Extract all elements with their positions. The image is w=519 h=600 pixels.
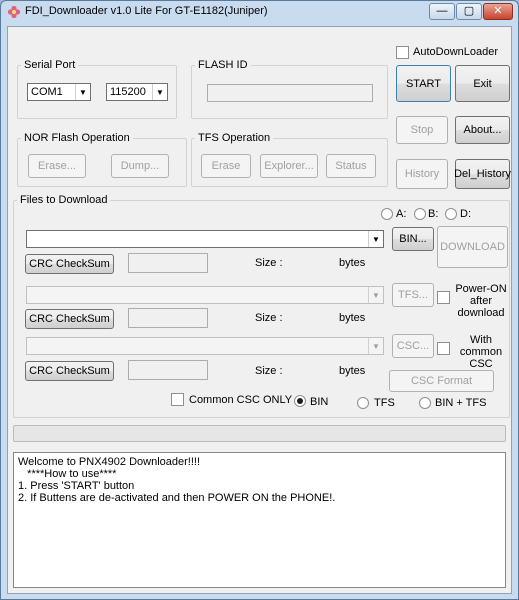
tfs-erase-button[interactable]: Erase <box>201 154 251 178</box>
mode-tfs-label: TFS <box>374 397 395 409</box>
log-line: Welcome to PNX4902 Downloader!!!! <box>18 456 200 468</box>
nor-dump-button[interactable]: Dump... <box>111 154 169 178</box>
chevron-down-icon[interactable]: ▼ <box>75 84 90 100</box>
dialog-client-area <box>7 26 512 594</box>
with-common-csc-checkbox[interactable] <box>437 342 450 355</box>
maximize-button[interactable]: ▢ <box>456 3 482 20</box>
mode-bin-label: BIN <box>310 396 329 408</box>
mode-bin-radio[interactable] <box>294 395 306 407</box>
auto-download-label: AutoDownLoader <box>413 46 499 58</box>
log-line: ****How to use**** <box>18 468 117 480</box>
csc-crc-checksum-button[interactable]: CRC CheckSum <box>25 361 114 381</box>
power-on-after-download-label: Power-ON after download <box>455 283 507 319</box>
tfs-crc-checksum-button[interactable]: CRC CheckSum <box>25 309 114 329</box>
flash-id-legend: FLASH ID <box>198 59 248 71</box>
chevron-down-icon[interactable]: ▼ <box>368 231 383 247</box>
minimize-button[interactable]: — <box>429 3 455 20</box>
baud-rate-value: 115200 <box>110 86 146 98</box>
auto-download-checkbox[interactable] <box>396 46 409 59</box>
chevron-down-icon[interactable]: ▼ <box>152 84 167 100</box>
bin-size-label: Size : <box>255 257 283 269</box>
log-line: 2. If Buttens are de-activated and then POWER ON the PHONE!. <box>18 492 336 504</box>
drive-a-label: A: <box>396 208 407 220</box>
log-line: 1. Press 'START' button <box>18 480 135 492</box>
bin-file-select[interactable] <box>26 230 384 248</box>
close-button[interactable]: ✕ <box>483 3 513 20</box>
csc-size-label: Size : <box>255 365 283 377</box>
bin-bytes-label: bytes <box>339 257 366 269</box>
tfs-crc-field <box>128 308 208 328</box>
flower-app-icon <box>7 5 21 19</box>
csc-bytes-label: bytes <box>339 365 366 377</box>
title-bar[interactable] <box>1 1 518 23</box>
mode-tfs-radio[interactable] <box>357 397 369 409</box>
stop-button[interactable]: Stop <box>396 116 448 144</box>
del-history-button[interactable]: Del_History <box>455 159 510 189</box>
serial-port-legend: Serial Port <box>24 59 76 71</box>
about-button[interactable]: About... <box>455 116 510 144</box>
power-on-after-download-checkbox[interactable] <box>437 291 450 304</box>
drive-b-radio[interactable] <box>414 208 426 220</box>
history-button[interactable]: History <box>396 159 448 189</box>
tfs-bytes-label: bytes <box>339 312 366 324</box>
csc-file-select[interactable] <box>26 337 384 355</box>
csc-crc-field <box>128 360 208 380</box>
nor-flash-legend: NOR Flash Operation <box>24 132 130 144</box>
bin-browse-button[interactable]: BIN... <box>392 227 434 251</box>
files-to-download-legend: Files to Download <box>20 194 108 206</box>
baud-rate-select[interactable] <box>106 83 168 101</box>
download-button[interactable]: DOWNLOAD <box>437 226 508 268</box>
mode-bin-tfs-radio[interactable] <box>419 397 431 409</box>
flash-id-field <box>207 84 373 102</box>
tfs-browse-button[interactable]: TFS... <box>392 283 434 307</box>
start-button[interactable]: START <box>396 65 451 102</box>
csc-format-button[interactable]: CSC Format <box>389 370 494 392</box>
bin-crc-field <box>128 253 208 273</box>
com-port-select[interactable] <box>27 83 91 101</box>
with-common-csc-label: With common CSC <box>459 334 503 370</box>
com-port-value: COM1 <box>31 86 63 98</box>
exit-button[interactable]: Exit <box>455 65 510 102</box>
drive-b-label: B: <box>428 208 439 220</box>
tfs-file-select[interactable] <box>26 286 384 304</box>
window-title: FDI_Downloader v1.0 Lite For GT-E1182(Juniper) <box>25 5 268 17</box>
csc-browse-button[interactable]: CSC... <box>392 334 434 358</box>
bin-crc-checksum-button[interactable]: CRC CheckSum <box>25 254 114 274</box>
tfs-size-label: Size : <box>255 312 283 324</box>
log-textarea[interactable] <box>13 452 506 588</box>
chevron-down-icon[interactable]: ▼ <box>368 338 383 354</box>
mode-bin-tfs-label: BIN + TFS <box>435 397 487 409</box>
drive-d-label: D: <box>460 208 471 220</box>
common-csc-only-label: Common CSC ONLY <box>189 394 293 406</box>
chevron-down-icon[interactable]: ▼ <box>368 287 383 303</box>
nor-erase-button[interactable]: Erase... <box>28 154 86 178</box>
drive-a-radio[interactable] <box>381 208 393 220</box>
tfs-explorer-button[interactable]: Explorer... <box>260 154 318 178</box>
download-progress-bar <box>13 425 506 442</box>
common-csc-only-checkbox[interactable] <box>171 393 184 406</box>
tfs-status-button[interactable]: Status <box>326 154 376 178</box>
drive-d-radio[interactable] <box>445 208 457 220</box>
tfs-operation-legend: TFS Operation <box>198 132 271 144</box>
